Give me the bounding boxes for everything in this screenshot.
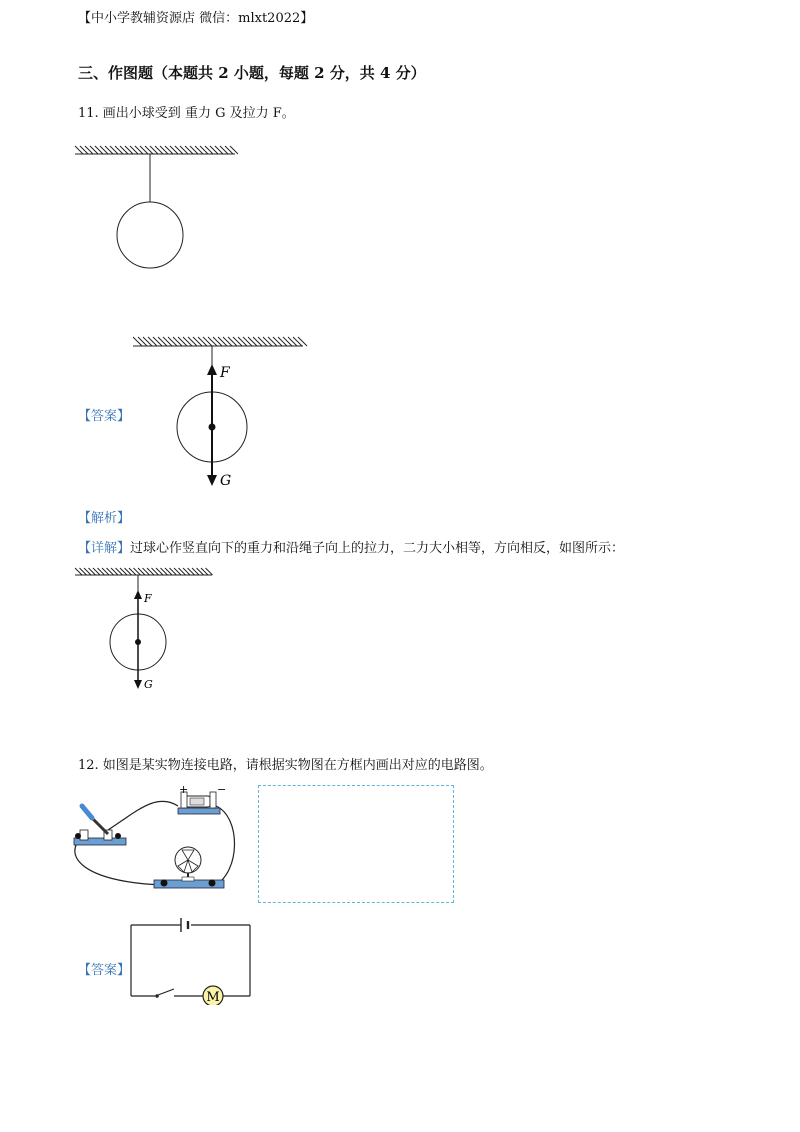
- q11-analysis-label: 【解析】: [78, 511, 131, 526]
- ball-circle: [117, 202, 183, 268]
- hatch-stroke: [243, 337, 252, 346]
- hatch-stroke: [198, 337, 207, 346]
- question-11-text: 11. 画出小球受到 重力 G 及拉力 F。: [78, 106, 295, 121]
- hatch-stroke: [228, 337, 237, 346]
- hatch-stroke: [273, 337, 282, 346]
- header-watermark: 【中小学教辅资源店 微信：mlxt2022】: [78, 11, 314, 26]
- ceiling-hatch: [75, 146, 238, 154]
- q12-answer-circuit: [125, 915, 260, 1005]
- hatch-stroke: [203, 337, 212, 346]
- hatch-stroke: [168, 337, 177, 346]
- hatch-stroke: [288, 337, 297, 346]
- force-G-label: G: [220, 473, 232, 489]
- hatch-stroke: [278, 337, 287, 346]
- q12-answer-label: 【答案】: [78, 963, 131, 978]
- arrow-down-icon: [134, 680, 142, 689]
- arrow-up-icon: [207, 364, 217, 375]
- q11-detail-label: 【详解】: [78, 541, 131, 556]
- hatch-stroke: [188, 337, 197, 346]
- battery-minus-label: −: [217, 783, 227, 796]
- force-F-label: F: [144, 592, 152, 605]
- hatch-stroke: [263, 337, 272, 346]
- hatch-stroke: [283, 337, 292, 346]
- ceiling-hatch: [133, 337, 307, 346]
- hatch-stroke: [153, 337, 162, 346]
- fan-motor: [154, 847, 224, 888]
- q11-detail-figure: [72, 562, 217, 692]
- question-12-text: 12. 如图是某实物连接电路，请根据实物图在方框内画出对应的电路图。: [78, 758, 493, 773]
- circuit-drawing-box: [258, 785, 454, 903]
- center-dot: [209, 424, 216, 431]
- hatch-stroke: [138, 337, 147, 346]
- hatch-stroke: [158, 337, 167, 346]
- hatch-stroke: [213, 337, 222, 346]
- arrow-up-icon: [134, 590, 142, 599]
- q12-physical-circuit: [66, 782, 246, 902]
- hatch-stroke: [223, 337, 232, 346]
- motor-label: M: [206, 990, 220, 1005]
- hatch-stroke: [253, 337, 262, 346]
- hatch-stroke: [218, 337, 227, 346]
- q11-answer-label: 【答案】: [78, 409, 131, 424]
- hatch-stroke: [173, 337, 182, 346]
- center-dot: [135, 639, 141, 645]
- hatch-stroke: [268, 337, 277, 346]
- hatch-stroke: [178, 337, 187, 346]
- q11-detail: [78, 540, 624, 558]
- ceiling-hatch: [75, 568, 213, 575]
- hatch-stroke: [133, 337, 142, 346]
- hatch-stroke: [148, 337, 157, 346]
- hatch-stroke: [233, 337, 242, 346]
- battery-plus-label: +: [179, 783, 189, 796]
- hatch-stroke: [163, 337, 172, 346]
- q11-detail-text: 过球心作竖直向下的重力和沿绳子向上的拉力，二力大小相等，方向相反，如图所示：: [130, 541, 625, 556]
- hatch-stroke: [143, 337, 152, 346]
- hatch-stroke: [298, 337, 307, 346]
- arrow-down-icon: [207, 475, 217, 486]
- hatch-stroke: [238, 337, 247, 346]
- wire: [214, 806, 235, 886]
- hatch-stroke: [248, 337, 257, 346]
- force-G-label: G: [144, 678, 153, 691]
- battery-holder: [178, 783, 226, 814]
- hatch-stroke: [183, 337, 192, 346]
- hatch-stroke: [208, 337, 217, 346]
- hatch-stroke: [293, 337, 302, 346]
- force-F-label: F: [220, 365, 230, 381]
- hatch-stroke: [258, 337, 267, 346]
- q11-answer-figure: [128, 330, 308, 495]
- q11-hanging-ball-figure: [70, 140, 240, 275]
- section-title: 三、作图题（本题共 2 小题，每题 2 分，共 4 分）: [78, 64, 426, 82]
- hatch-stroke: [193, 337, 202, 346]
- knife-switch: [74, 806, 126, 845]
- switch-blade: [158, 989, 174, 995]
- wire: [108, 801, 178, 830]
